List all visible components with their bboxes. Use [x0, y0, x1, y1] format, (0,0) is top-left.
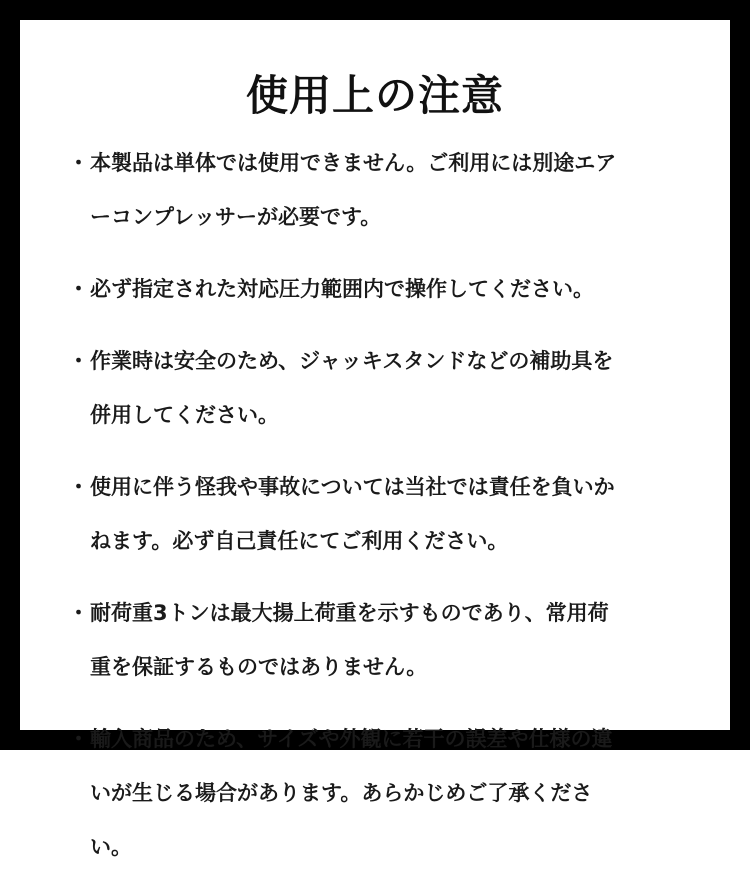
bullet-icon: ・ — [68, 151, 89, 175]
bullet-icon: ・ — [68, 727, 89, 751]
caution-list — [20, 136, 730, 892]
caution-item-5 — [20, 586, 620, 694]
bullet-icon: ・ — [68, 277, 89, 301]
bullet-icon: ・ — [68, 349, 89, 373]
caution-item-6 — [20, 712, 620, 874]
caution-text: 本製品は単体では使用できません。ご利用には別途エアーコンプレッサーが必要です。 — [90, 151, 617, 229]
caution-text: 耐荷重3トンは最大揚上荷重を示すものであり、常用荷重を保証するものではありません。 — [90, 601, 609, 679]
caution-text: 輸入商品のため、サイズや外観に若干の誤差や仕様の違いが生じる場合があります。あらかじめご了承ください。 — [90, 727, 613, 859]
caution-item-3 — [20, 334, 620, 442]
caution-item-1 — [20, 136, 620, 244]
caution-item-2 — [20, 262, 620, 316]
caution-item-4 — [20, 460, 620, 568]
caution-text: 使用に伴う怪我や事故については当社では責任を負いかねます。必ず自己責任にてご利用ください。 — [90, 475, 615, 553]
caution-text: 必ず指定された対応圧力範囲内で操作してください。 — [90, 277, 594, 301]
bullet-icon: ・ — [68, 601, 89, 625]
page-title: 使用上の注意 — [245, 71, 504, 120]
bullet-icon: ・ — [68, 475, 89, 499]
caution-text: 作業時は安全のため、ジャッキスタンドなどの補助具を併用してください。 — [90, 349, 614, 427]
